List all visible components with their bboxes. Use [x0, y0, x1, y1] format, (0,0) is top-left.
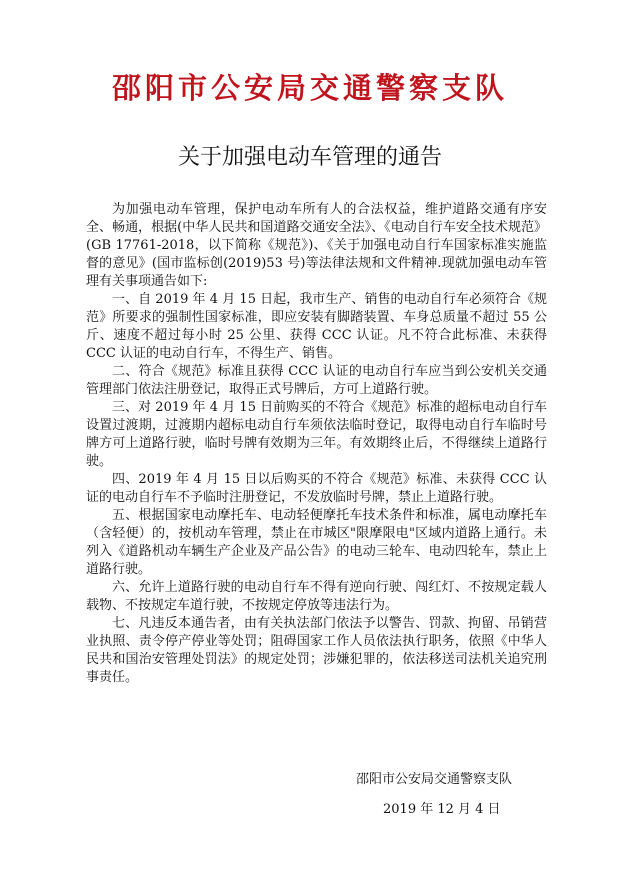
issue-date: 2019 年 12 月 4 日: [383, 802, 501, 817]
notice-title: 关于加强电动车管理的通告: [177, 145, 442, 170]
clause-7-paragraph: 七、凡违反本通告者，由有关执法部门依法予以警告、罚款、拘留、吊销营业执照、责令停产停业等处罚；阻碍国家工作人员依法执行职务，依照《中华人民共和国治安管理处罚法》的规定处罚；涉嫌犯罪的，依法移送司法机关追究刑事责任。: [86, 616, 547, 685]
clause-2-paragraph: 二、符合《规范》标准且获得 CCC 认证的电动自行车应当到公安机关交通管理部门依法注册登记，取得正式号牌后，方可上道路行驶。: [86, 364, 547, 397]
clause-5-paragraph: 五、根据国家电动摩托车、电动轻便摩托车技术条件和标准，属电动摩托车（含轻便）的，按机动车管理，禁止在市城区"限摩限电"区域内道路上通行。未列入《道路机动车辆生产企业及产品公告》的电动三轮车、电动四轮车，禁止上道路行驶。: [86, 508, 547, 577]
intro-paragraph: 为加强电动车管理，保护电动车所有人的合法权益，维护道路交通有序安全、畅通，根据(中华人民共和国道路交通安全法》、《电动自行车安全技术规范》(GB 17761-2018，以下简称《规范》)、《关于加强电动自行车国家标准实施监督的意见》(国市监标创(2019)53 号)等法律法规和文件精神.现就加强电动车管理有关事项通告如下:: [86, 202, 547, 289]
issuing-organization-title: 邵阳市公安局交通警察支队: [111, 71, 508, 105]
clause-3-paragraph: 三、对 2019 年 4 月 15 日前购买的不符合《规范》标准的超标电动自行车设置过渡期，过渡期内超标电动自行车须依法临时登记，取得电动自行车临时号牌方可上道路行驶，临时号牌有效期为三年。有效期终止后，不得继续上道路行驶。: [86, 400, 547, 469]
issuer-signature: 邵阳市公安局交通警察支队: [356, 772, 513, 787]
clause-4-paragraph: 四、2019 年 4 月 15 日以后购买的不符合《规范》标准、未获得 CCC 认证的电动自行车不予临时注册登记，不发放临时号牌，禁止上道路行驶。: [86, 472, 547, 505]
clause-6-paragraph: 六、允许上道路行驶的电动自行车不得有逆向行驶、闯红灯、不按规定载人载物、不按规定车道行驶，不按规定停放等违法行为。: [86, 580, 547, 613]
notice-body: [86, 201, 547, 687]
clause-1-paragraph: 一、自 2019 年 4 月 15 日起，我市生产、销售的电动自行车必须符合《规范》所要求的强制性国家标准，即应安装有脚踏装置、车身总质量不超过 55 公斤、速度不超过每小时 25 公里、获得 CCC 认证。凡不符合此标准、未获得 CCC 认证的电动自行车，不得生产、销售。: [86, 292, 547, 361]
